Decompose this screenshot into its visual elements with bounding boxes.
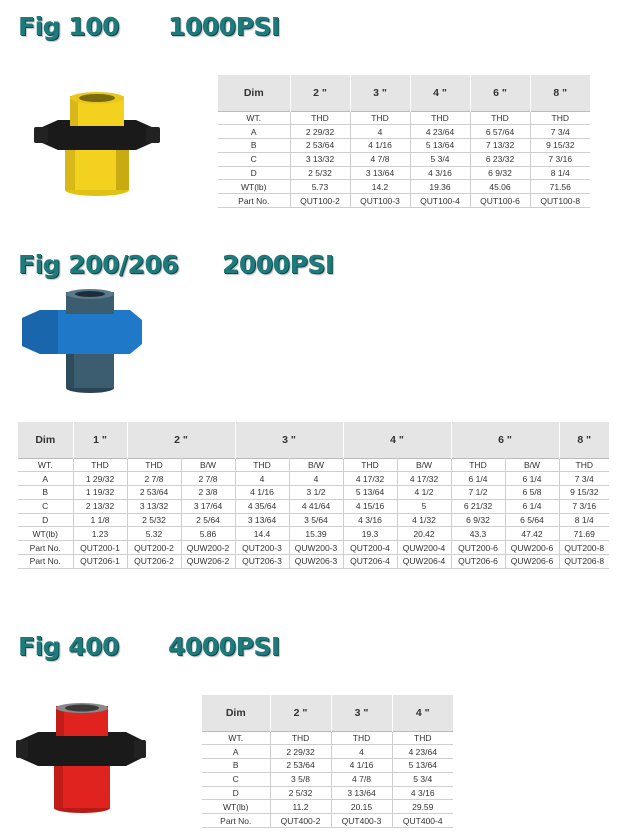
table-header-row (18, 422, 609, 458)
row-label: Part No. (202, 814, 270, 828)
row-label: A (18, 472, 73, 486)
size-header: 3 " (350, 75, 410, 111)
row-label: WT. (202, 731, 270, 745)
table-cell: THD (410, 111, 470, 125)
table-row (18, 458, 609, 472)
table-cell: 3 13/32 (127, 499, 181, 513)
table-cell: 2 3/8 (181, 486, 235, 500)
table-cell: QUT206-8 (559, 555, 609, 569)
table-cell: 4 1/16 (235, 486, 289, 500)
table-cell: THD (235, 458, 289, 472)
table-cell: 4 (289, 472, 343, 486)
table-cell: 4 (235, 472, 289, 486)
table-cell: 11.2 (270, 800, 331, 814)
size-header: 1 " (73, 422, 127, 458)
table-cell: 9 15/32 (559, 486, 609, 500)
table-cell: QUW206-4 (397, 555, 451, 569)
table-cell: THD (73, 458, 127, 472)
table-cell: 47.42 (505, 527, 559, 541)
size-header: 3 " (331, 695, 392, 731)
table-cell: QUT206-1 (73, 555, 127, 569)
row-label: A (218, 125, 290, 139)
table-cell: 7 3/4 (559, 472, 609, 486)
table-row (202, 772, 453, 786)
table-cell: 4 35/64 (235, 499, 289, 513)
table-cell: QUT100-4 (410, 194, 470, 208)
table-cell: QUT200-1 (73, 541, 127, 555)
table-cell: 6 57/64 (470, 125, 530, 139)
table-cell: 2 53/64 (270, 759, 331, 773)
table-cell: 2 53/64 (127, 486, 181, 500)
table-cell: 43.3 (451, 527, 505, 541)
table-cell: QUW200-3 (289, 541, 343, 555)
table-cell: 4 3/16 (343, 513, 397, 527)
table-cell: 4 7/8 (331, 772, 392, 786)
table-cell: 4 3/16 (410, 166, 470, 180)
row-label: WT(lb) (18, 527, 73, 541)
table-cell: 4 (350, 125, 410, 139)
table-cell: B/W (397, 458, 451, 472)
table-cell: 4 1/16 (331, 759, 392, 773)
table-cell: QUT200-8 (559, 541, 609, 555)
table-cell: 2 7/8 (127, 472, 181, 486)
table-cell: QUW206-2 (181, 555, 235, 569)
table-cell: 20.42 (397, 527, 451, 541)
table-row (18, 555, 609, 569)
table-row (202, 745, 453, 759)
table-cell: THD (392, 731, 453, 745)
table-cell: 2 29/32 (290, 125, 350, 139)
fig200-table (18, 422, 609, 569)
row-label: A (202, 745, 270, 759)
blue-hammer-union-icon (18, 288, 143, 396)
row-label: B (218, 139, 290, 153)
table-cell: QUW206-3 (289, 555, 343, 569)
table-cell: 4 1/32 (397, 513, 451, 527)
table-row (218, 152, 590, 166)
table-cell: 3 13/32 (290, 152, 350, 166)
table-header-row (218, 75, 590, 111)
table-row (202, 814, 453, 828)
fig400-psi: 4000PSI (168, 632, 280, 661)
yellow-hammer-union-icon (30, 90, 165, 200)
table-cell: 3 5/8 (270, 772, 331, 786)
table-row (18, 541, 609, 555)
table-cell: 4 23/64 (392, 745, 453, 759)
table-cell: 2 53/64 (290, 139, 350, 153)
table-cell: QUT100-2 (290, 194, 350, 208)
row-label: B (18, 486, 73, 500)
size-header: 2 " (270, 695, 331, 731)
table-cell: 7 3/4 (530, 125, 590, 139)
table-cell: 6 1/4 (505, 499, 559, 513)
table-cell: 3 13/64 (350, 166, 410, 180)
fig200-psi: 2000PSI (222, 250, 334, 279)
table-cell: 4 23/64 (410, 125, 470, 139)
fig400-body (202, 731, 453, 828)
table-cell: 45.06 (470, 180, 530, 194)
table-cell: 19.3 (343, 527, 397, 541)
row-label: WT(lb) (218, 180, 290, 194)
table-cell: 71.69 (559, 527, 609, 541)
row-label: Part No. (18, 555, 73, 569)
table-cell: THD (530, 111, 590, 125)
table-cell: THD (350, 111, 410, 125)
table-row (18, 499, 609, 513)
table-cell: 5 13/64 (343, 486, 397, 500)
size-header: 4 " (392, 695, 453, 731)
table-cell: 7 13/32 (470, 139, 530, 153)
table-cell: 6 9/32 (470, 166, 530, 180)
table-row (218, 139, 590, 153)
table-row (18, 527, 609, 541)
table-cell: 6 5/8 (505, 486, 559, 500)
table-row (202, 800, 453, 814)
table-cell: THD (270, 731, 331, 745)
table-cell: 2 5/32 (127, 513, 181, 527)
table-row (202, 731, 453, 745)
dim-header: Dim (18, 422, 73, 458)
table-row (218, 180, 590, 194)
table-cell: 29.59 (392, 800, 453, 814)
table-cell: THD (470, 111, 530, 125)
table-cell: QUW206-6 (505, 555, 559, 569)
fig100-title: Fig 100 (18, 12, 119, 41)
table-cell: QUT206-3 (235, 555, 289, 569)
size-header: 3 " (235, 422, 343, 458)
table-cell: QUW200-2 (181, 541, 235, 555)
table-cell: 2 29/32 (270, 745, 331, 759)
fig100-psi: 1000PSI (168, 12, 280, 41)
red-hammer-union-icon (14, 700, 149, 815)
fig100-body (218, 111, 590, 208)
table-cell: 8 1/4 (530, 166, 590, 180)
table-cell: 5 13/64 (410, 139, 470, 153)
table-cell: THD (343, 458, 397, 472)
table-cell: 3 1/2 (289, 486, 343, 500)
table-cell: 4 1/2 (397, 486, 451, 500)
table-cell: 4 17/32 (343, 472, 397, 486)
table-cell: QUW200-6 (505, 541, 559, 555)
table-row (18, 486, 609, 500)
table-row (218, 166, 590, 180)
table-cell: 7 3/16 (559, 499, 609, 513)
table-cell: QUT100-8 (530, 194, 590, 208)
table-cell: 19.36 (410, 180, 470, 194)
table-cell: 5.73 (290, 180, 350, 194)
table-cell: QUT400-4 (392, 814, 453, 828)
table-cell: QUT200-2 (127, 541, 181, 555)
table-cell: 14.2 (350, 180, 410, 194)
table-cell: QUT100-6 (470, 194, 530, 208)
table-cell: QUT100-3 (350, 194, 410, 208)
row-label: WT. (218, 111, 290, 125)
table-cell: 5.32 (127, 527, 181, 541)
table-cell: 6 5/64 (505, 513, 559, 527)
row-label: C (18, 499, 73, 513)
table-cell: 2 7/8 (181, 472, 235, 486)
table-cell: 2 13/32 (73, 499, 127, 513)
row-label: C (218, 152, 290, 166)
table-row (218, 194, 590, 208)
table-row (218, 111, 590, 125)
row-label: WT. (18, 458, 73, 472)
size-header: 6 " (451, 422, 559, 458)
dim-header: Dim (202, 695, 270, 731)
size-header: 2 " (290, 75, 350, 111)
row-label: D (202, 786, 270, 800)
table-cell: THD (559, 458, 609, 472)
table-cell: 4 15/16 (343, 499, 397, 513)
table-cell: QUT206-2 (127, 555, 181, 569)
table-cell: 8 1/4 (559, 513, 609, 527)
table-cell: 4 17/32 (397, 472, 451, 486)
row-label: C (202, 772, 270, 786)
table-cell: QUT200-6 (451, 541, 505, 555)
dim-header: Dim (218, 75, 290, 111)
table-cell: 14.4 (235, 527, 289, 541)
size-header: 8 " (530, 75, 590, 111)
table-cell: 3 17/64 (181, 499, 235, 513)
table-row (202, 759, 453, 773)
fig400-title: Fig 400 (18, 632, 119, 661)
row-label: D (218, 166, 290, 180)
table-cell: 4 3/16 (392, 786, 453, 800)
table-row (218, 125, 590, 139)
table-cell: 5 3/4 (392, 772, 453, 786)
table-cell: 7 3/16 (530, 152, 590, 166)
table-cell: 6 9/32 (451, 513, 505, 527)
table-cell: 3 5/64 (289, 513, 343, 527)
table-header-row (202, 695, 453, 731)
fig200-body (18, 458, 609, 568)
row-label: WT(lb) (202, 800, 270, 814)
table-cell: 5.86 (181, 527, 235, 541)
table-cell: THD (451, 458, 505, 472)
table-cell: B/W (181, 458, 235, 472)
table-cell: QUT400-3 (331, 814, 392, 828)
table-cell: B/W (505, 458, 559, 472)
table-cell: 6 1/4 (451, 472, 505, 486)
table-cell: 1 1/8 (73, 513, 127, 527)
row-label: Part No. (18, 541, 73, 555)
table-cell: 6 21/32 (451, 499, 505, 513)
size-header: 2 " (127, 422, 235, 458)
table-cell: 5 (397, 499, 451, 513)
table-row (18, 513, 609, 527)
fig400-table (202, 695, 453, 828)
table-cell: THD (127, 458, 181, 472)
table-cell: 5 13/64 (392, 759, 453, 773)
row-label: Part No. (218, 194, 290, 208)
table-row (202, 786, 453, 800)
table-row (18, 472, 609, 486)
table-cell: 15.39 (289, 527, 343, 541)
size-header: 8 " (559, 422, 609, 458)
table-cell: 71.56 (530, 180, 590, 194)
table-cell: 5 3/4 (410, 152, 470, 166)
table-cell: 20.15 (331, 800, 392, 814)
table-cell: 1.23 (73, 527, 127, 541)
row-label: B (202, 759, 270, 773)
table-cell: 3 13/64 (331, 786, 392, 800)
table-cell: 4 41/64 (289, 499, 343, 513)
table-cell: B/W (289, 458, 343, 472)
table-cell: 9 15/32 (530, 139, 590, 153)
table-cell: QUT200-4 (343, 541, 397, 555)
table-cell: 2 5/32 (290, 166, 350, 180)
table-cell: 3 13/64 (235, 513, 289, 527)
fig100-table (218, 75, 590, 208)
table-cell: 1 19/32 (73, 486, 127, 500)
row-label: D (18, 513, 73, 527)
table-cell: QUT206-6 (451, 555, 505, 569)
table-cell: 1 29/32 (73, 472, 127, 486)
size-header: 4 " (410, 75, 470, 111)
fig200-title: Fig 200/206 (18, 250, 179, 279)
table-cell: 6 23/32 (470, 152, 530, 166)
table-cell: 2 5/32 (270, 786, 331, 800)
table-cell: QUT400-2 (270, 814, 331, 828)
table-cell: THD (331, 731, 392, 745)
table-cell: 4 1/16 (350, 139, 410, 153)
table-cell: 4 (331, 745, 392, 759)
table-cell: 6 1/4 (505, 472, 559, 486)
table-cell: 2 5/64 (181, 513, 235, 527)
table-cell: 4 7/8 (350, 152, 410, 166)
size-header: 6 " (470, 75, 530, 111)
table-cell: 7 1/2 (451, 486, 505, 500)
table-cell: QUT206-4 (343, 555, 397, 569)
table-cell: THD (290, 111, 350, 125)
size-header: 4 " (343, 422, 451, 458)
table-cell: QUT200-3 (235, 541, 289, 555)
table-cell: QUW200-4 (397, 541, 451, 555)
